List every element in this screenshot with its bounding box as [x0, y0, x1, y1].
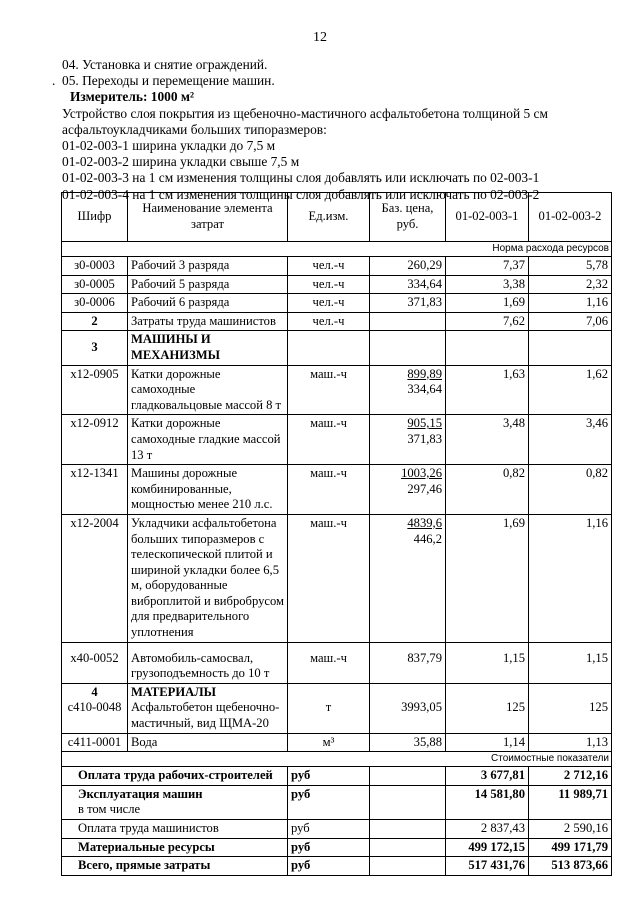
- table-row: [62, 365, 612, 415]
- code-1: 01-02-003-1 ширина укладки до 7,5 м: [62, 138, 276, 154]
- summary-unit: руб: [288, 767, 370, 786]
- cell-v2: 125: [529, 683, 612, 733]
- cell-name: Катки дорожные самоходные гладкие массой 13 т: [128, 415, 288, 465]
- cell-code: х12-1341: [62, 465, 128, 515]
- cell-price: [370, 465, 446, 515]
- cell-v2: 2,32: [529, 275, 612, 294]
- empty-cell: [370, 767, 446, 786]
- empty-cell: [529, 331, 612, 365]
- cell-name: Рабочий 5 разряда: [128, 275, 288, 294]
- header-price: Баз. цена, руб.: [370, 193, 446, 242]
- intro-line-1: 04. Установка и снятие ограждений.: [62, 57, 268, 72]
- cell-v1: 3,48: [446, 415, 529, 465]
- summary-v1: 3 677,81: [446, 767, 529, 786]
- cell-unit: чел.-ч: [288, 312, 370, 331]
- summary-v1: 499 172,15: [446, 838, 529, 857]
- summary-label-cell: [62, 785, 288, 819]
- price-total: 4839,6: [407, 515, 442, 530]
- table-row: [62, 642, 612, 683]
- summary-v2: 499 171,79: [529, 838, 612, 857]
- material-name: Асфальтобетон щебеночно-мастичный, вид ЩМА-20: [131, 700, 280, 731]
- cell-price: [370, 415, 446, 465]
- cell-v1: 1,14: [446, 733, 529, 752]
- cell-unit: маш.-ч: [288, 415, 370, 465]
- section-title: МАТЕРИАЛЫ: [131, 684, 217, 699]
- cell-code: х12-0912: [62, 415, 128, 465]
- cell-code: х40-0052: [62, 642, 128, 683]
- section-number: 3: [62, 331, 128, 365]
- empty-cell: [370, 785, 446, 819]
- bullet-dot: .: [52, 73, 56, 89]
- cell-v1: 1,69: [446, 514, 529, 642]
- cell-v1: 1,63: [446, 365, 529, 415]
- empty-cell: [370, 838, 446, 857]
- cell-price: 3993,05: [370, 683, 446, 733]
- table-row: [62, 514, 612, 642]
- summary-label: Эксплуатация машин: [78, 786, 203, 801]
- cell-name: Катки дорожные самоходные гладковальцовые массой 8 т: [128, 365, 288, 415]
- empty-cell: [446, 331, 529, 365]
- cell-v2: 1,62: [529, 365, 612, 415]
- cell-v2: 1,13: [529, 733, 612, 752]
- cell-name: Рабочий 3 разряда: [128, 257, 288, 276]
- cell-v2: 3,46: [529, 415, 612, 465]
- summary-v1: 14 581,80: [446, 785, 529, 819]
- cell-unit: чел.-ч: [288, 294, 370, 313]
- cell-price: 35,88: [370, 733, 446, 752]
- cell-v2: 5,78: [529, 257, 612, 276]
- cell-unit: маш.-ч: [288, 465, 370, 515]
- section-title: МАШИНЫ И МЕХАНИЗМЫ: [128, 331, 288, 365]
- summary-v2: 513 873,66: [529, 857, 612, 876]
- cell-code: х12-2004: [62, 514, 128, 642]
- cell-name: Машины дорожные комбинированные, мощностью менее 210 л.с.: [128, 465, 288, 515]
- cell-v2: 1,16: [529, 514, 612, 642]
- price-labor: 297,46: [407, 481, 442, 496]
- table-row: [62, 257, 612, 276]
- code-4: 01-02-003-4 на 1 см изменения толщины слоя добавлять или исключать по 02-003-2: [62, 186, 540, 202]
- section-2-row: [62, 312, 612, 331]
- cell-name: Автомобиль-самосвал, грузоподъемность до 10 т: [128, 642, 288, 683]
- cell-price: 371,83: [370, 294, 446, 313]
- cell-v2: 1,16: [529, 294, 612, 313]
- empty-cell: [288, 331, 370, 365]
- cell-unit: маш.-ч: [288, 514, 370, 642]
- cell-v1: 7,37: [446, 257, 529, 276]
- summary-row: [62, 857, 612, 876]
- summary-row: [62, 767, 612, 786]
- code-2: 01-02-003-2 ширина укладки свыше 7,5 м: [62, 154, 300, 170]
- cell-code: х12-0905: [62, 365, 128, 415]
- price-total: 899,89: [407, 366, 442, 381]
- summary-label: Всего, прямые затраты: [62, 857, 288, 876]
- empty-cell: [370, 857, 446, 876]
- cell-unit: чел.-ч: [288, 275, 370, 294]
- intro-line-2: 05. Переходы и перемещение машин.: [62, 73, 275, 89]
- summary-v2: 11 989,71: [529, 785, 612, 819]
- cell-v1: 0,82: [446, 465, 529, 515]
- table-row: [62, 415, 612, 465]
- section-4-row: [62, 683, 612, 733]
- cell-price: 260,29: [370, 257, 446, 276]
- intro-block: [52, 57, 622, 203]
- summary-row: [62, 820, 612, 839]
- header-code: Шифр: [62, 193, 128, 242]
- cell-unit: м³: [288, 733, 370, 752]
- cell-name: Затраты труда машинистов: [128, 312, 288, 331]
- cell-v2: 1,15: [529, 642, 612, 683]
- cell-name: [128, 683, 288, 733]
- cell-unit: маш.-ч: [288, 365, 370, 415]
- cell-code: з0-0005: [62, 275, 128, 294]
- summary-label: Материальные ресурсы: [62, 838, 288, 857]
- summary-row: [62, 785, 612, 819]
- table-row: [62, 294, 612, 313]
- cell-name: Вода: [128, 733, 288, 752]
- header-col-1: 01-02-003-1: [446, 193, 529, 242]
- page-number: 12: [313, 30, 327, 45]
- price-total: 905,15: [407, 416, 442, 431]
- intro-line-2-row: [52, 73, 622, 89]
- summary-unit: руб: [288, 820, 370, 839]
- price-total: 1003,26: [401, 466, 442, 481]
- cell-v2: 7,06: [529, 312, 612, 331]
- price-labor: 371,83: [407, 431, 442, 446]
- table-row: [62, 275, 612, 294]
- empty-cell: [370, 820, 446, 839]
- section-number: 2: [62, 312, 128, 331]
- summary-unit: руб: [288, 838, 370, 857]
- cell-v1: 3,38: [446, 275, 529, 294]
- cell-code: з0-0003: [62, 257, 128, 276]
- cell-code: [62, 683, 128, 733]
- resource-table: [61, 192, 612, 876]
- cell-price: [370, 365, 446, 415]
- norma-row: [62, 242, 612, 257]
- cell-price: 334,64: [370, 275, 446, 294]
- cell-v1: 125: [446, 683, 529, 733]
- cell-unit: т: [288, 683, 370, 733]
- table-row: [62, 465, 612, 515]
- table-row: [62, 733, 612, 752]
- cell-code: с411-0001: [62, 733, 128, 752]
- price-labor: 446,2: [413, 531, 442, 546]
- cell-code: з0-0006: [62, 294, 128, 313]
- summary-label: Оплата труда рабочих-строителей: [62, 767, 288, 786]
- section-number: 4: [91, 684, 98, 699]
- cell-price: [370, 312, 446, 331]
- cell-name: Укладчики асфальтобетона больших типоразмеров с телескопической плитой и шириной укладки более 6,5 м, оборудованные виброплитой и вибробрусом для предварительного уплотнения: [128, 514, 288, 642]
- summary-v2: 2 590,16: [529, 820, 612, 839]
- section-3-row: [62, 331, 612, 365]
- cell-v2: 0,82: [529, 465, 612, 515]
- header-col-2: 01-02-003-2: [529, 193, 612, 242]
- cell-v1: 7,62: [446, 312, 529, 331]
- summary-sub: в том числе: [78, 802, 141, 817]
- material-code: с410-0048: [67, 700, 122, 715]
- cell-unit: маш.-ч: [288, 642, 370, 683]
- summary-v1: 517 431,76: [446, 857, 529, 876]
- table-header-row: [62, 193, 612, 242]
- intro-line-3: Устройство слоя покрытия из щебеночно-мастичного асфальтобетона толщиной 5 см: [62, 105, 548, 121]
- summary-unit: руб: [288, 785, 370, 819]
- price-labor: 334,64: [407, 382, 442, 397]
- cell-name: Рабочий 6 разряда: [128, 294, 288, 313]
- cell-unit: чел.-ч: [288, 257, 370, 276]
- cell-v1: 1,69: [446, 294, 529, 313]
- header-unit: Ед.изм.: [288, 193, 370, 242]
- norma-label: Норма расхода ресурсов: [62, 242, 612, 257]
- cell-price: 837,79: [370, 642, 446, 683]
- summary-v2: 2 712,16: [529, 767, 612, 786]
- cell-price: [370, 514, 446, 642]
- header-name: Наименование элемента затрат: [128, 193, 288, 242]
- summary-v1: 2 837,43: [446, 820, 529, 839]
- empty-cell: [370, 331, 446, 365]
- cell-v1: 1,15: [446, 642, 529, 683]
- summary-row: [62, 838, 612, 857]
- summary-label: Оплата труда машинистов: [62, 820, 288, 839]
- measure-unit: Измеритель: 1000 м²: [70, 89, 195, 105]
- code-3: 01-02-003-3 на 1 см изменения толщины слоя добавлять или исключать по 02-003-1: [62, 170, 540, 186]
- cost-label: Стоимостные показатели: [62, 752, 612, 767]
- summary-unit: руб: [288, 857, 370, 876]
- cost-label-row: [62, 752, 612, 767]
- intro-line-4: асфальтоукладчиками больших типоразмеров:: [62, 121, 327, 137]
